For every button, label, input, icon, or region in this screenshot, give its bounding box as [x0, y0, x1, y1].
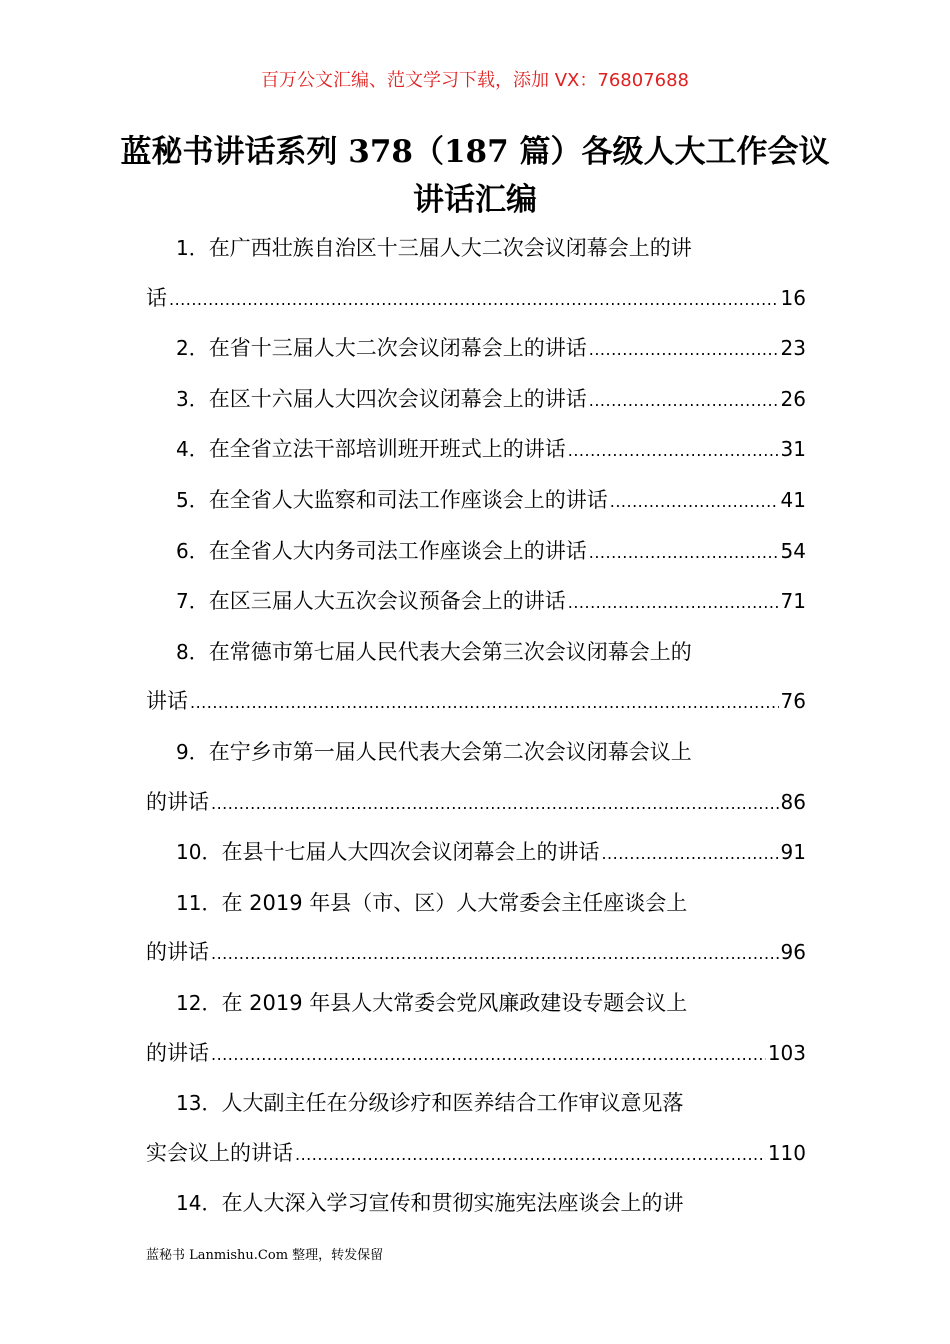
page-number: 96 [780, 940, 806, 965]
entry-number: 7． [176, 589, 209, 614]
dot-leader [190, 678, 779, 728]
page-number: 91 [780, 840, 806, 865]
dot-leader [568, 426, 779, 476]
entry-title: 在省十三届人大二次会议闭幕会上的讲话 [208, 336, 587, 361]
entry-title: 在常德市第七届人民代表大会第三次会议闭幕会上的 [208, 639, 692, 664]
entry-title: 在人大深入学习宣传和贯彻实施宪法座谈会上的讲 [221, 1191, 684, 1216]
page-number: 103 [767, 1040, 806, 1065]
dot-leader [211, 1030, 766, 1080]
page-number: 26 [780, 386, 806, 411]
entry-number: 1． [176, 236, 209, 260]
entry-number: 2． [176, 336, 209, 361]
entry-title: 年县（市、区）人大常委会主任座谈会上 [302, 890, 688, 915]
entry-title: 人大副主任在分级诊疗和医养结合工作审议意见落 [221, 1091, 684, 1116]
entry-title: 在全省人大监察和司法工作座谈会上的讲话 [208, 487, 608, 512]
page-number: 54 [780, 538, 806, 563]
entry-title-continued: 的讲话 [146, 940, 209, 965]
toc-entry-8[interactable] [146, 628, 806, 728]
table-of-contents [146, 224, 806, 1229]
entry-title: 在区三届人大五次会议预备会上的讲话 [208, 589, 566, 614]
toc-entry-14[interactable] [146, 1179, 806, 1229]
toc-entry-11[interactable] [146, 879, 806, 979]
entry-number: 12． [176, 990, 222, 1015]
entry-number: 9． [176, 739, 209, 764]
dot-leader [589, 376, 779, 426]
toc-entry-9[interactable] [146, 728, 806, 828]
entry-title: 在全省立法干部培训班开班式上的讲话 [208, 437, 566, 462]
entry-number: 8． [176, 639, 209, 664]
entry-title: 在区十六届人大四次会议闭幕会上的讲话 [208, 386, 587, 411]
entry-year: 2019 [249, 890, 303, 915]
page-number: 110 [767, 1140, 806, 1165]
dot-leader [589, 528, 779, 578]
toc-entry-5[interactable] [146, 476, 806, 527]
entry-number: 3． [176, 386, 209, 411]
toc-entry-12[interactable] [146, 979, 806, 1079]
entry-title: 年县人大常委会党风廉政建设专题会议上 [302, 990, 688, 1015]
toc-entry-7[interactable] [146, 577, 806, 628]
entry-title-prefix: 在 [221, 990, 250, 1015]
entry-title-continued: 的讲话 [146, 789, 209, 814]
header-note: 百万公文汇编、范文学习下载，添加 VX：76807688 [261, 70, 689, 91]
entry-number: 10． [176, 840, 222, 865]
toc-entry-3[interactable] [146, 375, 806, 426]
entry-title-continued: 话 [146, 285, 167, 310]
dot-leader [211, 779, 779, 829]
entry-title-continued: 讲话 [146, 689, 188, 714]
dot-leader [211, 929, 779, 979]
toc-entry-2[interactable] [146, 324, 806, 375]
page-number: 41 [780, 487, 806, 512]
entry-title-prefix: 在 [221, 890, 250, 915]
entry-title: 在县十七届人大四次会议闭幕会上的讲话 [221, 840, 600, 865]
page-number: 86 [780, 789, 806, 814]
dot-leader [601, 829, 778, 879]
entry-number: 5． [176, 487, 209, 512]
entry-number: 11． [176, 890, 222, 915]
toc-entry-1[interactable] [146, 224, 806, 324]
page-number: 23 [780, 336, 806, 361]
dot-leader [169, 275, 779, 325]
dot-leader [295, 1130, 766, 1180]
dot-leader [568, 578, 779, 628]
entry-title: 在宁乡市第一届人民代表大会第二次会议闭幕会议上 [208, 739, 692, 764]
page-number: 71 [780, 589, 806, 614]
entry-number: 13． [176, 1091, 222, 1116]
entry-number: 4． [176, 437, 209, 462]
dot-leader [589, 325, 779, 375]
entry-year: 2019 [249, 990, 303, 1015]
toc-entry-10[interactable] [146, 828, 806, 879]
entry-number: 6． [176, 538, 209, 563]
entry-number: 14． [176, 1191, 222, 1216]
page-number: 16 [780, 285, 806, 310]
toc-entry-13[interactable] [146, 1079, 806, 1179]
page-number: 76 [780, 689, 806, 714]
entry-title-continued: 的讲话 [146, 1040, 209, 1065]
entry-title: 在全省人大内务司法工作座谈会上的讲话 [208, 538, 587, 563]
dot-leader [610, 477, 779, 527]
document-title: 蓝秘书讲话系列 378（187 篇）各级人大工作会议讲话汇编 [120, 134, 830, 218]
page-footer: 蓝秘书 Lanmishu.Com 整理，转发保留 [146, 1248, 384, 1263]
page-number: 31 [780, 437, 806, 462]
entry-title: 在广西壮族自治区十三届人大二次会议闭幕会上的讲 [208, 236, 692, 260]
toc-entry-4[interactable] [146, 425, 806, 476]
toc-entry-6[interactable] [146, 527, 806, 578]
entry-title-continued: 实会议上的讲话 [146, 1140, 293, 1165]
